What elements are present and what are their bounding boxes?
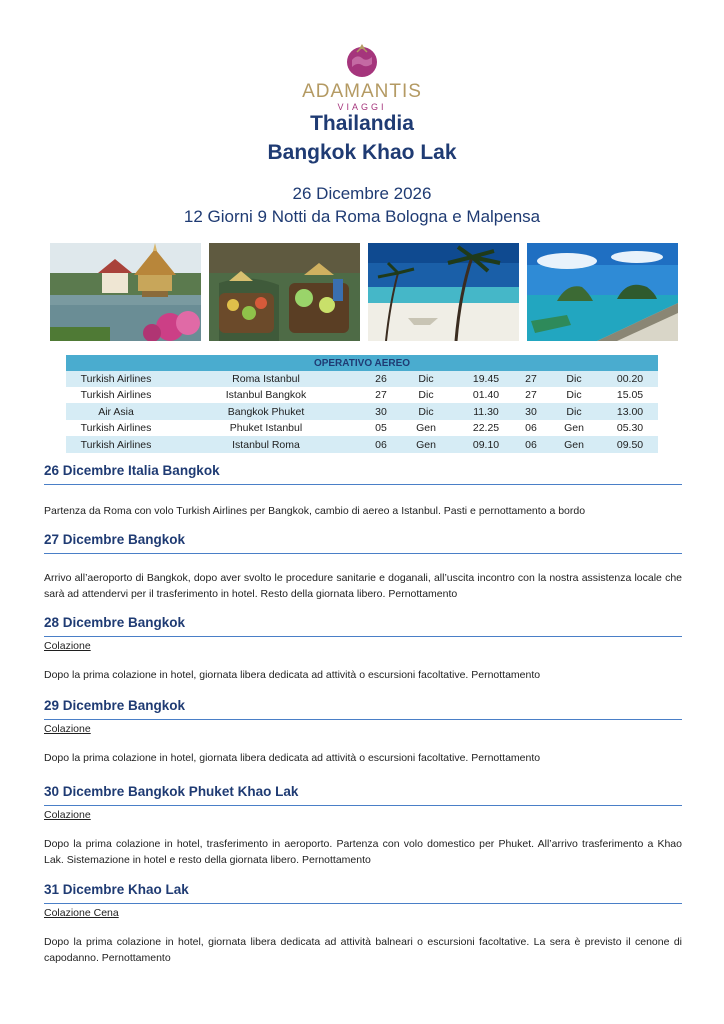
dep-month-cell: Dic [396,371,456,387]
dep-time-cell: 11.30 [456,404,516,421]
flight-schedule-table [66,355,658,454]
day-section [44,462,682,519]
airline-cell: Turkish Airlines [66,420,166,437]
day-section [44,531,682,602]
day-title: 28 Dicembre Bangkok [44,614,682,637]
arr-time-cell: 13.00 [602,404,658,421]
dep-month-cell: Dic [396,387,456,404]
trip-duration: 12 Giorni 9 Notti da Roma Bologna e Malpensa [183,207,541,226]
dep-day-cell: 05 [366,420,396,437]
route-cell: Bangkok Phuket [166,404,366,421]
meal-plan: Colazione Cena [44,907,119,919]
arr-day-cell: 27 [516,387,546,404]
island-bay-photo [527,243,678,341]
dep-time-cell: 19.45 [456,371,516,387]
globe-logo-icon [342,40,382,80]
dep-day-cell: 26 [366,371,396,387]
dep-month-cell: Dic [396,404,456,421]
day-section [44,783,682,868]
dep-time-cell: 22.25 [456,420,516,437]
day-description: Dopo la prima colazione in hotel, giornata libera dedicata ad attività o escursioni facoltative. Pernottamento [44,669,541,681]
arr-month-cell: Dic [546,404,602,421]
brand-subtitle: VIAGGI [337,102,387,112]
table-row [66,371,658,387]
day-description: Arrivo all’aeroporto di Bangkok, dopo aver svolto le procedure sanitarie e doganali, all’uscita incontro con la nostra assistenza locale che sarà ad attendervi per il trasferimento in hotel. Resto della giornata libero. Pernottamento [44,572,682,600]
day-title: 30 Dicembre Bangkok Phuket Khao Lak [44,783,682,806]
dep-time-cell: 01.40 [456,387,516,404]
brand-logo [290,40,434,112]
day-title: 27 Dicembre Bangkok [44,531,682,554]
flight-table-header: OPERATIVO AEREO [66,355,658,371]
day-description: Dopo la prima colazione in hotel, giornata libera dedicata ad attività o escursioni facoltative. Pernottamento [44,752,541,764]
airline-cell: Turkish Airlines [66,437,166,454]
meal-plan: Colazione [44,640,91,652]
arr-time-cell: 09.50 [602,437,658,454]
meal-plan: Colazione [44,723,91,735]
arr-time-cell: 00.20 [602,371,658,387]
route-cell: Istanbul Roma [166,437,366,454]
meal-plan: Colazione [44,809,91,821]
dep-day-cell: 27 [366,387,396,404]
route-cell: Roma Istanbul [166,371,366,387]
table-row [66,404,658,421]
day-description: Dopo la prima colazione in hotel, giornata libera dedicata ad attività balneari o escursioni facoltative. La sera è previsto il cenone di capodanno. Pernottamento [44,936,682,964]
floating-market-photo [209,243,360,341]
arr-month-cell: Gen [546,420,602,437]
dep-day-cell: 30 [366,404,396,421]
arr-month-cell: Dic [546,387,602,404]
table-row [66,387,658,404]
arr-month-cell: Dic [546,371,602,387]
airline-cell: Turkish Airlines [66,371,166,387]
dep-time-cell: 09.10 [456,437,516,454]
day-description: Dopo la prima colazione in hotel, trasferimento in aeroporto. Partenza con volo domestico per Phuket. All’arrivo trasferimento a Khao Lak. Sistemazione in hotel e resto della giornata libero. Pernottamento [44,838,682,866]
table-row [66,420,658,437]
dep-month-cell: Gen [396,420,456,437]
day-title: 29 Dicembre Bangkok [44,697,682,720]
route-cell: Phuket Istanbul [166,420,366,437]
trip-date: 26 Dicembre 2026 [292,184,432,203]
arr-time-cell: 05.30 [602,420,658,437]
arr-day-cell: 06 [516,437,546,454]
airline-cell: Turkish Airlines [66,387,166,404]
brand-name: ADAMANTIS [302,81,422,102]
arr-day-cell: 27 [516,371,546,387]
day-title: 26 Dicembre Italia Bangkok [44,462,682,485]
dep-day-cell: 06 [366,437,396,454]
arr-time-cell: 15.05 [602,387,658,404]
arr-day-cell: 30 [516,404,546,421]
arr-month-cell: Gen [546,437,602,454]
route-cell: Istanbul Bangkok [166,387,366,404]
page-title: Thailandia [310,112,414,135]
page-subtitle: Bangkok Khao Lak [267,141,457,164]
day-section [44,614,682,683]
day-description: Partenza da Roma con volo Turkish Airlines per Bangkok, cambio di aereo a Istanbul. Pasti e pernottamento a bordo [44,505,586,517]
tropical-beach-photo [368,243,519,341]
dep-month-cell: Gen [396,437,456,454]
day-title: 31 Dicembre Khao Lak [44,881,682,904]
thai-palace-photo [50,243,201,341]
airline-cell: Air Asia [66,404,166,421]
day-section [44,697,682,766]
day-section [44,881,682,966]
table-row [66,437,658,454]
arr-day-cell: 06 [516,420,546,437]
